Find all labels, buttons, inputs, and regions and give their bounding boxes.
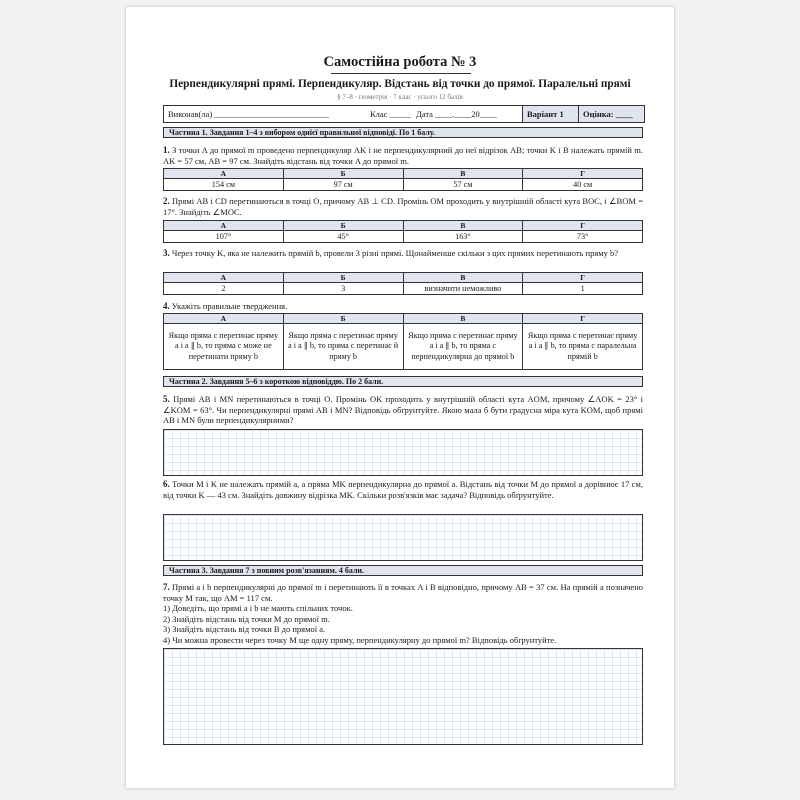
question-6 xyxy=(163,479,643,500)
option-letter: А xyxy=(164,273,284,283)
option-letter: А xyxy=(164,221,284,231)
option-letter: А xyxy=(164,169,284,179)
q7-answer-area[interactable] xyxy=(163,648,643,745)
option-letter: Б xyxy=(283,169,403,179)
question-number: 1. xyxy=(163,145,170,155)
question-text: Прямі AB і CD перетинаються в точці O, причому AB ⊥ CD. Промінь OM проходить у внутрішній області кута BOC, і ∠BOM = 17°. Знайдіть ∠MOC. xyxy=(163,196,643,217)
student-name-field[interactable]: Виконав(ла) ___________________________ xyxy=(168,109,330,119)
page-subtitle: Перпендикулярні прямі. Перпендикуляр. Відстань від точки до прямої. Паралельні прямі xyxy=(169,78,631,90)
question-7 xyxy=(163,582,643,645)
option-letter: В xyxy=(403,273,523,283)
title-underline xyxy=(331,73,471,74)
option-a[interactable]: 154 см xyxy=(164,179,284,191)
page-title: Самостійна робота № 3 xyxy=(323,54,477,70)
option-c[interactable]: 163° xyxy=(403,231,523,243)
variant-label: Варіант 1 xyxy=(522,106,578,122)
option-letter: В xyxy=(403,169,523,179)
question-text: З точки A до прямої m проведено перпендикуляр AK і не перпендикулярний до неї відрізок AB; точки K і B належать прямій m. AK = 57 см, AB = 97 см. Знайдіть відстань від точки A до прямої m. xyxy=(163,145,644,166)
page-meta: § 7–8 · геометрія · 7 клас · усього 12 балів xyxy=(337,93,463,101)
question-number: 5. xyxy=(163,394,170,404)
student-header xyxy=(163,105,645,123)
question-number: 2. xyxy=(163,196,170,206)
q4-options xyxy=(163,313,643,370)
option-d[interactable]: Якщо пряма c перетинає пряму a і a ∥ b, то пряма c паралельна прямій b xyxy=(523,324,643,370)
q1-options xyxy=(163,168,643,191)
question-number: 4. xyxy=(163,301,170,311)
question-3 xyxy=(163,248,643,259)
option-letter: В xyxy=(403,314,523,324)
question-text: Через точку K, яка не належить прямій b, провели 3 різні прямі. Щонайменше скільки з цих прямих перетинають пряму b? xyxy=(171,248,619,258)
question-number: 6. xyxy=(163,479,170,489)
option-letter: Б xyxy=(283,273,403,283)
question-2 xyxy=(163,196,643,217)
part2-heading: Частина 2. Завдання 5–6 з короткою відповіддю. По 2 бали. xyxy=(163,376,643,387)
part1-heading: Частина 1. Завдання 1–4 з вибором однієї правильної відповіді. По 1 балу. xyxy=(163,127,643,138)
question-text: Точки M і K не належать прямій a, а пряма MK перпендикулярна до прямої a. Відстань від точки M до прямої a дорівнює 17 см, від точки K — 43 см. Знайдіть довжину відрізка MK. Скільки розв'язків має задача? Відповідь обґрунтуйте. xyxy=(163,479,643,500)
option-b[interactable]: 45° xyxy=(283,231,403,243)
option-d[interactable]: 1 xyxy=(523,283,643,295)
question-number: 3. xyxy=(163,248,170,258)
option-letter: В xyxy=(403,221,523,231)
class-field[interactable]: Клас _____ xyxy=(370,109,411,119)
option-b[interactable]: Якщо пряма c перетинає пряму a і a ∥ b, то пряма c перетинає й пряму b xyxy=(283,324,403,370)
date-field[interactable]: Дата ____.____20____ xyxy=(416,109,497,119)
question-5 xyxy=(163,394,643,426)
q7-item-3: 3) Знайдіть відстань від точки B до прямої a. xyxy=(163,624,326,634)
question-4 xyxy=(163,301,643,312)
grade-field[interactable]: Оцінка: ____ xyxy=(578,106,644,122)
option-b[interactable]: 97 см xyxy=(283,179,403,191)
option-letter: Б xyxy=(283,314,403,324)
question-text: Прямі AB і MN перетинаються в точці O. Промінь OK проходить у внутрішній області кута AOM, причому ∠AOK = 23° і ∠KOM = 63°. Чи перпендикулярні прямі AB і MN? Відповідь обґрунтуйте. Якою мала б бути градусна міра кута KOM, щоб прямі AB і MN були перпендикулярними? xyxy=(163,394,644,425)
question-1 xyxy=(163,145,643,166)
option-letter: Б xyxy=(283,221,403,231)
worksheet-page xyxy=(126,7,674,788)
option-c[interactable]: визначити неможливо xyxy=(403,283,523,295)
q7-item-2: 2) Знайдіть відстань від точки M до прямої m. xyxy=(163,613,330,624)
option-d[interactable]: 73° xyxy=(523,231,643,243)
q5-answer-area[interactable] xyxy=(163,429,643,476)
q7-item-4: 4) Чи можна провести через точку M ще одну пряму, перпендикулярну до прямої m? Відповідь обґрунтуйте. xyxy=(163,634,557,645)
question-text: Прямі a і b перпендикулярні до прямої m і перетинають її в точках A і B відповідно, причому AB = 37 см. На прямій a позначено точку M так, що AM = 117 см. xyxy=(163,582,643,603)
option-letter: Г xyxy=(523,273,643,283)
q3-options xyxy=(163,272,643,295)
option-letter: А xyxy=(164,314,284,324)
q6-answer-area[interactable] xyxy=(163,514,643,561)
option-c[interactable]: Якщо пряма c перетинає пряму a і a ∥ b, то пряма c перпендикулярна до прямої b xyxy=(403,324,523,370)
option-letter: Г xyxy=(523,169,643,179)
q2-options xyxy=(163,220,643,243)
q7-item-1: 1) Доведіть, що прямі a і b не мають спільних точок. xyxy=(163,603,353,613)
part3-heading: Частина 3. Завдання 7 з повним розв'язанням. 4 бали. xyxy=(163,565,643,576)
option-c[interactable]: 57 см xyxy=(403,179,523,191)
option-a[interactable]: 107° xyxy=(164,231,284,243)
option-b[interactable]: 3 xyxy=(283,283,403,295)
question-number: 7. xyxy=(163,582,170,592)
option-d[interactable]: 40 см xyxy=(523,179,643,191)
option-letter: Г xyxy=(523,221,643,231)
option-letter: Г xyxy=(523,314,643,324)
question-text: Укажіть правильне твердження. xyxy=(171,301,288,311)
option-a[interactable]: 2 xyxy=(164,283,284,295)
option-a[interactable]: Якщо пряма c перетинає пряму a і a ∥ b, то пряма c може не перетинати пряму b xyxy=(164,324,284,370)
